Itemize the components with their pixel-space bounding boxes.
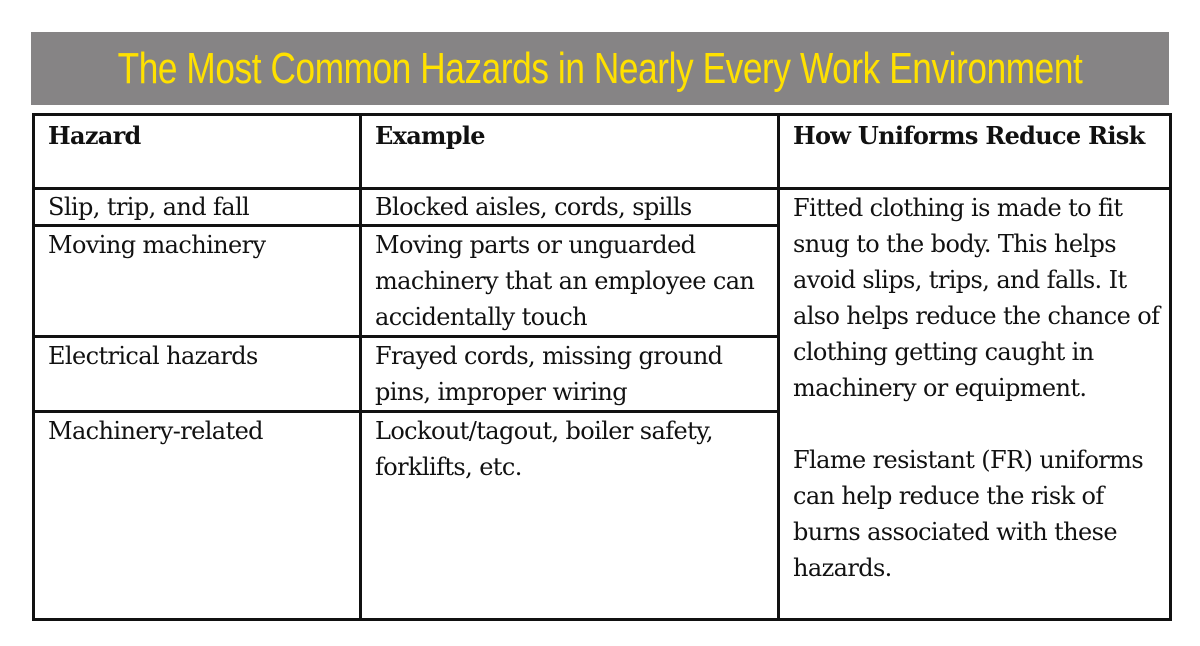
risk-paragraph-fitted-clothing: Fitted clothing is made to fit snug to the body. This helps avoid slips, trips, and falls. It also helps reduce the chance of clothing getting caught in machinery or equipment. [793, 194, 1160, 402]
column-header-example: Example [361, 115, 779, 189]
column-header-uniforms: How Uniforms Reduce Risk [779, 115, 1171, 189]
risk-paragraph-flame-resistant: Flame resistant (FR) uniforms can help reduce the risk of burns associated with these hazards. [793, 446, 1144, 582]
page-title: The Most Common Hazards in Nearly Every Work Environment [117, 43, 1083, 93]
example-cell: Blocked aisles, cords, spills [361, 189, 779, 226]
hazard-cell: Slip, trip, and fall [34, 189, 361, 226]
example-cell: Frayed cords, missing ground pins, improper wiring [361, 337, 779, 412]
table-header-row [34, 115, 1171, 189]
example-cell: Lockout/tagout, boiler safety, forklifts, etc. [361, 412, 779, 620]
title-banner [31, 32, 1169, 105]
hazards-table [32, 113, 1172, 621]
column-header-hazard: Hazard [34, 115, 361, 189]
hazard-cell: Machinery-related [34, 412, 361, 620]
hazard-cell: Moving machinery [34, 226, 361, 337]
hazard-cell: Electrical hazards [34, 337, 361, 412]
risk-reduction-cell [779, 189, 1171, 620]
example-cell: Moving parts or unguarded machinery that an employee can accidentally touch [361, 226, 779, 337]
table-row [34, 189, 1171, 226]
